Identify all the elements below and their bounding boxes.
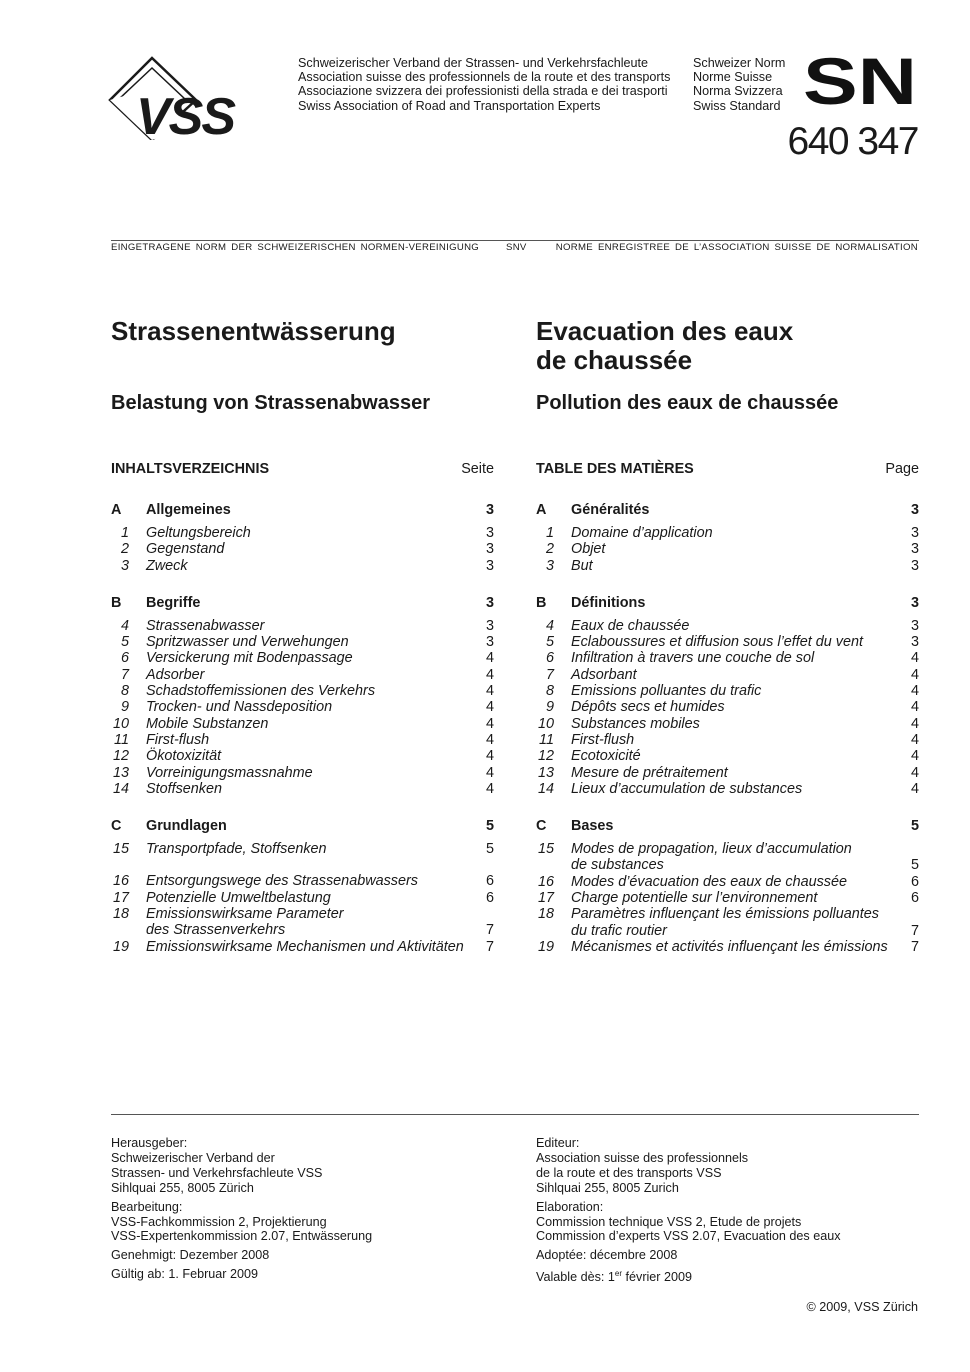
title-fr bbox=[536, 317, 793, 375]
section-page: 5 bbox=[485, 818, 494, 835]
item-page: 6 bbox=[485, 873, 494, 890]
logo-lettering: VSS bbox=[136, 88, 235, 140]
norm-names bbox=[693, 56, 785, 113]
toc-item bbox=[111, 716, 494, 732]
association-name-en: Swiss Association of Road and Transportation Experts bbox=[298, 98, 601, 113]
approved-de: Genehmigt: Dezember 2008 bbox=[111, 1248, 270, 1263]
item-page: 4 bbox=[910, 780, 919, 797]
item-number: 9 bbox=[120, 699, 129, 716]
toc-item bbox=[536, 683, 919, 699]
item-page: 3 bbox=[485, 634, 494, 651]
item-text: Emissionswirksame Mechanismen und Aktivitäten bbox=[146, 938, 464, 955]
item-number: 13 bbox=[112, 764, 129, 781]
toc-item bbox=[111, 890, 494, 906]
toc-item bbox=[111, 667, 494, 683]
section-page: 3 bbox=[485, 502, 494, 518]
item-page: 3 bbox=[485, 541, 494, 558]
toc-item bbox=[536, 906, 919, 939]
item-text: First-flush bbox=[571, 731, 635, 748]
toc-item bbox=[536, 874, 919, 890]
toc-item bbox=[111, 939, 494, 955]
item-number: 1 bbox=[545, 525, 554, 541]
item-page: 7 bbox=[910, 922, 919, 939]
norm-name-de: Schweizer Norm bbox=[693, 56, 786, 70]
vss-logo bbox=[108, 56, 290, 140]
registration-fr: NORME ENREGISTREE DE L’ASSOCIATION SUISSE DE NORMALISATION bbox=[555, 242, 918, 253]
item-number: 5 bbox=[120, 634, 129, 651]
item-number: 19 bbox=[537, 938, 554, 955]
item-text: Infiltration à travers une couche de sol bbox=[571, 650, 815, 667]
item-text: Substances mobiles bbox=[571, 715, 700, 732]
association-name-de: Schweizerischer Verband der Strassen- und Verkehrsfachleute bbox=[298, 56, 649, 70]
section-letter: C bbox=[111, 818, 122, 835]
item-text: Vorreinigungsmassnahme bbox=[146, 764, 313, 781]
toc-page-label: Seite bbox=[461, 461, 494, 477]
toc-item bbox=[536, 765, 919, 781]
item-page: 4 bbox=[910, 715, 919, 732]
item-text: Adsorbant bbox=[571, 666, 637, 683]
title-de: Strassenentwässerung bbox=[111, 316, 396, 346]
item-page: 5 bbox=[910, 857, 919, 874]
toc-item bbox=[111, 634, 494, 650]
item-page: 3 bbox=[910, 541, 919, 558]
item-page: 3 bbox=[485, 557, 494, 574]
item-page: 7 bbox=[485, 938, 494, 955]
item-text: Paramètres influençant les émissions polluantes du trafic routier bbox=[571, 906, 879, 939]
item-number: 8 bbox=[120, 683, 129, 700]
item-text: Mesure de prétraitement bbox=[571, 764, 728, 781]
sn-logo bbox=[802, 56, 918, 108]
item-number: 7 bbox=[120, 666, 129, 683]
item-page: 3 bbox=[910, 525, 919, 541]
norm-name-fr: Norme Suisse bbox=[693, 70, 773, 85]
editing-de: Bearbeitung: VSS-Fachkommission 2, Projektierung VSS-Expertenkommission 2.07, Entwässerung bbox=[111, 1199, 373, 1244]
item-number: 2 bbox=[545, 541, 554, 558]
toc-item bbox=[111, 541, 494, 557]
section-page: 3 bbox=[910, 594, 919, 611]
toc-item bbox=[111, 873, 494, 889]
editing-fr: Elaboration: Commission technique VSS 2, Etude de projets Commission d’experts VSS 2.07, Evacuation des eaux bbox=[536, 1199, 841, 1244]
toc-section-c bbox=[111, 818, 494, 955]
section-row bbox=[536, 595, 919, 615]
sn-logo-lettering: SN bbox=[803, 56, 917, 108]
toc-section-a bbox=[536, 502, 919, 574]
toc-item bbox=[111, 683, 494, 699]
item-text: Dépôts secs et humides bbox=[571, 699, 725, 716]
toc-section-c bbox=[536, 818, 919, 955]
item-number: 8 bbox=[545, 683, 554, 700]
item-number: 18 bbox=[112, 906, 129, 923]
item-text: Eaux de chaussée bbox=[571, 617, 690, 634]
section-name: Grundlagen bbox=[146, 818, 227, 835]
item-number: 15 bbox=[537, 841, 554, 858]
item-number: 10 bbox=[112, 715, 129, 732]
toc-item bbox=[536, 541, 919, 557]
item-number: 19 bbox=[112, 938, 129, 955]
toc-item bbox=[111, 618, 494, 634]
toc-section-b bbox=[536, 595, 919, 797]
item-page: 4 bbox=[910, 731, 919, 748]
item-number: 13 bbox=[537, 764, 554, 781]
item-number: 14 bbox=[112, 780, 129, 797]
item-number: 3 bbox=[120, 557, 129, 574]
imprint-fr bbox=[536, 1136, 936, 1289]
item-page: 4 bbox=[485, 764, 494, 781]
toc-item bbox=[111, 650, 494, 666]
item-text: Potenzielle Umweltbelastung bbox=[146, 889, 331, 906]
toc-heading: TABLE DES MATIÈRES bbox=[536, 461, 694, 477]
title-fr-line1: Evacuation des eaux bbox=[536, 316, 794, 346]
item-text: Gegenstand bbox=[146, 541, 225, 558]
item-text: Adsorber bbox=[146, 666, 205, 683]
section-letter: A bbox=[111, 502, 122, 518]
toc-fr bbox=[536, 461, 919, 955]
divider bbox=[111, 240, 919, 241]
valid-fr-suffix: février 2009 bbox=[622, 1270, 693, 1285]
section-letter: B bbox=[536, 594, 547, 611]
toc-item bbox=[111, 558, 494, 574]
item-text: Emissionswirksame Parameter des Strassenverkehrs bbox=[146, 906, 344, 939]
item-text: Modes d’évacuation des eaux de chaussée bbox=[571, 873, 848, 890]
toc-item bbox=[536, 667, 919, 683]
toc-item bbox=[536, 781, 919, 797]
toc-item bbox=[536, 716, 919, 732]
section-name: Généralités bbox=[571, 502, 650, 518]
item-page: 4 bbox=[485, 683, 494, 700]
section-row bbox=[536, 818, 919, 838]
toc-item bbox=[111, 841, 494, 857]
item-number: 12 bbox=[112, 748, 129, 765]
section-page: 3 bbox=[485, 594, 494, 611]
valid-fr-sup: er bbox=[614, 1269, 623, 1279]
section-name: Définitions bbox=[571, 594, 646, 611]
item-number: 17 bbox=[537, 890, 554, 907]
item-page: 4 bbox=[485, 666, 494, 683]
item-number: 16 bbox=[537, 873, 554, 890]
item-page: 3 bbox=[485, 525, 494, 541]
item-page: 4 bbox=[910, 764, 919, 781]
item-number: 6 bbox=[545, 650, 554, 667]
imprint-de bbox=[111, 1136, 511, 1286]
item-number: 11 bbox=[114, 731, 129, 748]
item-number: 9 bbox=[545, 699, 554, 716]
item-number: 15 bbox=[112, 841, 129, 858]
toc-page-label: Page bbox=[885, 461, 919, 477]
item-text: Stoffsenken bbox=[146, 780, 223, 797]
toc-header bbox=[536, 461, 919, 481]
section-letter: B bbox=[111, 594, 122, 611]
item-text: Mécanismes et activités influençant les émissions bbox=[571, 938, 888, 955]
toc-item bbox=[536, 890, 919, 906]
subtitle-de: Belastung von Strassenabwasser bbox=[111, 392, 431, 414]
item-text: Charge potentielle sur l’environnement bbox=[571, 890, 818, 907]
toc-item bbox=[111, 732, 494, 748]
section-row bbox=[111, 818, 494, 838]
item-number: 17 bbox=[112, 889, 129, 906]
item-page: 4 bbox=[910, 683, 919, 700]
item-page: 4 bbox=[910, 699, 919, 716]
toc-de bbox=[111, 461, 494, 955]
toc-item bbox=[111, 525, 494, 541]
item-number: 14 bbox=[537, 780, 554, 797]
divider bbox=[111, 1114, 919, 1115]
item-text: Modes de propagation, lieux d’accumulation de substances bbox=[571, 841, 852, 874]
item-page: 4 bbox=[485, 780, 494, 797]
toc-item bbox=[536, 939, 919, 955]
association-name-it: Associazione svizzera dei professionisti della strada e dei trasporti bbox=[298, 84, 668, 99]
section-name: Bases bbox=[571, 818, 614, 835]
item-number: 1 bbox=[120, 525, 129, 541]
toc-item bbox=[536, 618, 919, 634]
title-fr-line2: de chaussée bbox=[536, 345, 693, 375]
item-page: 4 bbox=[485, 731, 494, 748]
item-text: Schadstoffemissionen des Verkehrs bbox=[146, 683, 376, 700]
copyright: © 2009, VSS Zürich bbox=[806, 1300, 918, 1314]
item-page: 6 bbox=[485, 889, 494, 906]
norm-name-it: Norma Svizzera bbox=[693, 84, 783, 99]
item-text: Zweck bbox=[146, 557, 188, 574]
item-text: Ökotoxizität bbox=[146, 748, 222, 765]
toc-item bbox=[536, 699, 919, 715]
association-names bbox=[298, 56, 670, 113]
toc-item bbox=[111, 781, 494, 797]
association-name-fr: Association suisse des professionnels de la route et des transports bbox=[298, 70, 671, 85]
item-page: 4 bbox=[485, 699, 494, 716]
item-text: Objet bbox=[571, 541, 606, 558]
item-text: Ecotoxicité bbox=[571, 748, 641, 765]
registration-snv: SNV bbox=[506, 242, 527, 253]
item-number: 18 bbox=[537, 906, 554, 923]
item-number: 3 bbox=[545, 557, 554, 574]
item-page: 3 bbox=[910, 617, 919, 634]
registration-de: EINGETRAGENE NORM DER SCHWEIZERISCHEN NORMEN-VEREINIGUNG bbox=[111, 242, 480, 253]
norm-name-en: Swiss Standard bbox=[693, 98, 781, 113]
publisher-fr: Editeur: Association suisse des professionnels de la route et des transports VSS Sihlquai 255, 8005 Zurich bbox=[536, 1136, 749, 1195]
section-letter: A bbox=[536, 502, 547, 518]
item-number: 7 bbox=[545, 666, 554, 683]
section-page: 3 bbox=[910, 502, 919, 518]
item-page: 4 bbox=[910, 650, 919, 667]
toc-item bbox=[111, 765, 494, 781]
item-number: 16 bbox=[112, 873, 129, 890]
item-page: 3 bbox=[910, 557, 919, 574]
item-page: 3 bbox=[485, 617, 494, 634]
item-number: 10 bbox=[537, 715, 554, 732]
valid-fr bbox=[536, 1267, 936, 1285]
item-page: 4 bbox=[485, 650, 494, 667]
item-text: Eclaboussures et diffusion sous l’effet du vent bbox=[571, 634, 863, 651]
item-number: 4 bbox=[120, 617, 129, 634]
item-number: 6 bbox=[120, 650, 129, 667]
item-number: 2 bbox=[120, 541, 129, 558]
item-page: 3 bbox=[910, 634, 919, 651]
toc-item bbox=[536, 525, 919, 541]
toc-item bbox=[536, 841, 919, 874]
section-row bbox=[111, 502, 494, 522]
item-number: 5 bbox=[545, 634, 554, 651]
section-name: Begriffe bbox=[146, 594, 201, 611]
valid-de: Gültig ab: 1. Februar 2009 bbox=[111, 1267, 259, 1282]
item-text: Domaine d’application bbox=[571, 525, 713, 541]
publisher-de: Herausgeber: Schweizerischer Verband der Strassen- und Verkehrsfachleute VSS Sihlquai 255, 8005 Zürich bbox=[111, 1136, 323, 1195]
valid-fr-prefix: Valable dès: 1 bbox=[536, 1270, 615, 1285]
item-text: Entsorgungswege des Strassenabwassers bbox=[146, 873, 418, 890]
item-text: Lieux d’accumulation de substances bbox=[571, 780, 803, 797]
item-page: 6 bbox=[910, 873, 919, 890]
toc-item bbox=[536, 634, 919, 650]
item-text: Geltungsbereich bbox=[146, 525, 251, 541]
item-page: 7 bbox=[910, 938, 919, 955]
item-text: Spritzwasser und Verwehungen bbox=[146, 634, 349, 651]
subtitle-fr: Pollution des eaux de chaussée bbox=[536, 392, 839, 414]
item-page: 7 bbox=[485, 922, 494, 939]
item-number: 4 bbox=[545, 617, 554, 634]
item-text: Transportpfade, Stoffsenken bbox=[146, 841, 327, 858]
item-page: 4 bbox=[485, 748, 494, 765]
item-text: But bbox=[571, 557, 593, 574]
toc-section-b bbox=[111, 595, 494, 797]
item-page: 4 bbox=[910, 748, 919, 765]
section-letter: C bbox=[536, 818, 547, 835]
item-text: Trocken- und Nassdeposition bbox=[146, 699, 333, 716]
toc-heading: INHALTSVERZEICHNIS bbox=[111, 461, 270, 477]
item-text: Mobile Substanzen bbox=[146, 715, 269, 732]
item-text: Emissions polluantes du trafic bbox=[571, 683, 762, 700]
section-row bbox=[536, 502, 919, 522]
toc-item bbox=[111, 748, 494, 764]
item-number: 12 bbox=[537, 748, 554, 765]
toc-item bbox=[536, 558, 919, 574]
toc-item bbox=[536, 650, 919, 666]
toc-item bbox=[111, 906, 494, 939]
item-page: 5 bbox=[485, 841, 494, 858]
section-page: 5 bbox=[910, 818, 919, 835]
approved-fr: Adoptée: décembre 2008 bbox=[536, 1248, 678, 1263]
item-page: 4 bbox=[910, 666, 919, 683]
item-page: 6 bbox=[910, 890, 919, 907]
standard-number: 640 347 bbox=[787, 120, 918, 163]
toc-header bbox=[111, 461, 494, 481]
item-text: Strassenabwasser bbox=[146, 617, 265, 634]
item-page: 4 bbox=[485, 715, 494, 732]
item-text: Versickerung mit Bodenpassage bbox=[146, 650, 353, 667]
toc-item bbox=[536, 748, 919, 764]
section-name: Allgemeines bbox=[146, 502, 231, 518]
toc-item bbox=[111, 699, 494, 715]
toc-section-a bbox=[111, 502, 494, 574]
toc-item bbox=[536, 732, 919, 748]
section-row bbox=[111, 595, 494, 615]
item-number: 11 bbox=[539, 731, 554, 748]
item-text: First-flush bbox=[146, 731, 210, 748]
